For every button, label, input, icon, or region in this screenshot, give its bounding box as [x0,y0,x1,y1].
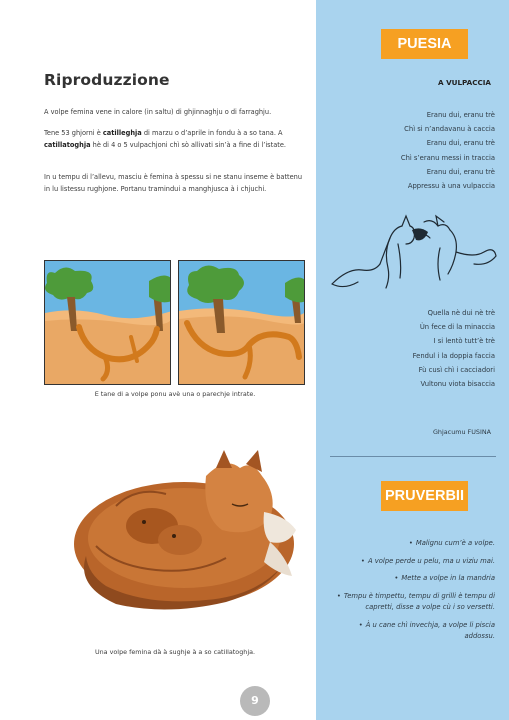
proverb-text: Tempu è timpettu, tempu di grilli è tempu di capretti, disse a volpe cù i so versetti. [343,591,495,611]
burrow-caption: E tane di a volpe ponu avè una o parechje intrate. [94,390,256,398]
proverb-text: À u cane chì invechja, a volpe li piscia addossu. [365,620,495,640]
paragraph-mating [44,107,306,119]
proverbs-banner: PRUVERBII [381,481,468,511]
paragraph-text: di marzu o d’aprile in fondu à a so tana. A [141,129,283,137]
poem-line: Eranu dui, eranu trè [426,167,495,176]
sleeping-fox-illustration [56,446,304,616]
bullet-icon: • [358,620,363,629]
proverb-item [330,620,495,643]
paragraph-text: Tene 53 ghjorni è [44,129,103,137]
fighting-foxes-drawing [328,208,498,294]
proverb-text: A volpe perde u pelu, ma u viziu mai. [367,556,495,565]
proverb-item [330,556,495,568]
poem-line: Quella nè dui nè trè [427,309,495,317]
paragraph-gestation [44,128,306,151]
section-title: Riproduzzione [44,71,170,89]
proverb-text: Malignu cum’è a volpe. [415,539,495,547]
burrow-drawing-2 [179,261,305,385]
paragraph-rearing [44,172,306,195]
paragraph-text: A volpe femina vene in calore (in saltu) di ghjinnaghju o di farraghju. [44,108,272,116]
sidebar-divider [330,456,496,457]
poem-line: Eranu dui, eranu trè [426,111,495,119]
bold-term: catilleghja [102,129,142,137]
poem-line: Chì s’eranu messi in traccia [400,153,495,162]
bullet-icon: • [336,591,341,600]
fox-caption: Una volpe femina dà à sughje à a so catillatoghja. [94,648,256,656]
paragraph-text: In u tempu di l’allevu, masciu è femina à spessu si ne stanu inseme è battenu in lu listessu rughjone. Portanu tramindui a manghjusca à i chjuchi. [44,173,303,193]
proverbs-list [330,538,495,649]
poem-author: Ghjacumu FUSINA [432,428,491,436]
poem-line: Eranu dui, eranu trè [426,139,495,148]
page-number-badge: 9 [240,686,270,716]
poem-line: I si lentò tutt’è trè [433,337,495,346]
poem-stanza-1 [401,108,495,193]
burrow-illustration-2 [178,260,305,385]
bullet-icon: • [394,574,399,582]
poem-title: A VULPACCIA [438,78,491,87]
poem-line: Chì si n’andavanu à caccia [404,125,495,134]
proverb-text: Mette a volpe in la mandria [401,574,495,582]
poem-line: Vultonu viota bisaccia [420,380,495,389]
bullet-icon: • [360,556,365,565]
proverb-item [330,538,495,550]
burrow-drawing-1 [45,261,171,385]
burrow-illustration-1 [44,260,171,385]
poem-line: Appressu à una vulpaccia [407,182,495,191]
paragraph-text: hè di 4 o 5 vulpachjoni chì sò allivati sin’à a fine di l’istate. [90,140,286,149]
poem-line: Ùn fece di la minaccia [419,323,495,332]
poem-stanza-2 [413,306,495,391]
bold-term: catillatoghja [44,140,91,149]
poem-line: Fendul i la doppia faccia [412,351,495,360]
bullet-icon: • [408,539,413,547]
poem-banner: PUESIA [381,29,468,59]
proverb-item [330,573,495,585]
proverb-item [330,591,495,614]
poem-line: Fù cusì chì i cacciadori [418,365,495,374]
